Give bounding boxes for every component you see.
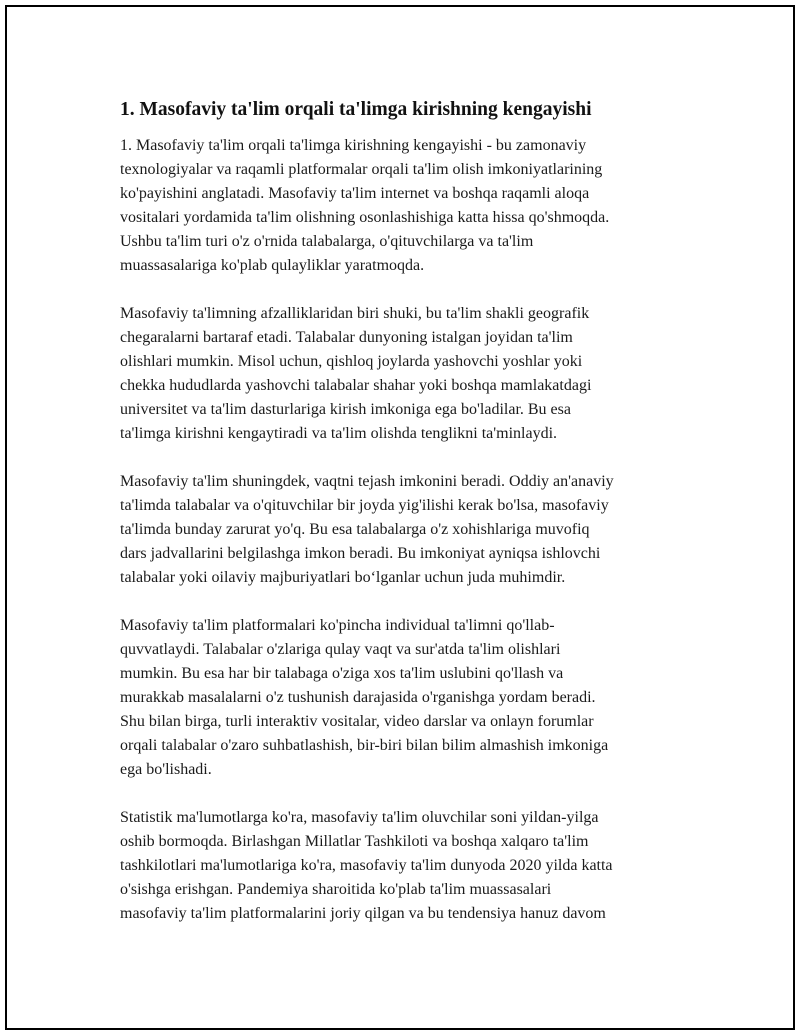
paragraph-5: Statistik ma'lumotlarga ko'ra, masofaviy ta'lim oluvchilar soni yildan-yilga oshib bormoqda. Birlashgan Millatlar Tashkiloti va boshqa xalqaro ta'lim tashkilotlari ma'lumotlariga ko'ra, masofaviy ta'lim dunyoda 2020 yilda katta o'sishga erishgan. Pandemiya sharoitida ko'plab ta'lim muassasalari masofaviy ta'lim platformalarini joriy qilgan va bu tendensiya hanuz davom bbox=[120, 809, 613, 922]
document-title: 1. Masofaviy ta'lim orqali ta'limga kirishning kengayishi bbox=[120, 99, 592, 120]
paragraph-2: Masofaviy ta'limning afzalliklaridan biri shuki, bu ta'lim shakli geografik chegaralarni bartaraf etadi. Talabalar dunyoning istalgan joyidan ta'lim olishlari mumkin. Misol uchun, qishloq joylarda yashovchi yoshlar yoki chekka hududlarda yashovchi talabalar shahar yoki boshqa mamlakatdagi universitet va ta'lim dasturlariga kirish imkoniga ega bo'ladilar. Bu esa ta'limga kirishni kengaytiradi va ta'lim olishda tenglikni ta'minlaydi. bbox=[120, 305, 592, 442]
paragraph-4: Masofaviy ta'lim platformalari ko'pincha individual ta'limni qo'llab- quvvatlaydi. Talabalar o'zlariga qulay vaqt va sur'atda ta'lim olishlari mumkin. Bu esa har bir talabaga o'ziga xos ta'lim uslubini qo'llash va murakkab masalalarni o'z tushunish darajasida o'rganishga yordam beradi. Shu bilan birga, turli interaktiv vositalar, video darslar va onlayn forumlar orqali talabalar o'zaro suhbatlashish, bir-biri bilan bilim almashish imkoniga ega bo'lishadi. bbox=[120, 617, 609, 778]
paragraph-1: 1. Masofaviy ta'lim orqali ta'limga kirishning kengayishi - bu zamonaviy texnologiyalar va raqamli platformalar orqali ta'lim olish imkoniyatlarining ko'payishini anglatadi. Masofaviy ta'lim internet va boshqa raqamli aloqa vositalari yordamida ta'lim olishning osonlashishiga katta hissa qo'shmoqda. Ushbu ta'lim turi o'z o'rnida talabalarga, o'qituvchilarga va ta'lim muassasalariga ko'plab qulayliklar yaratmoqda. bbox=[120, 137, 610, 274]
page-frame bbox=[5, 5, 795, 1030]
paragraph-3: Masofaviy ta'lim shuningdek, vaqtni tejash imkonini beradi. Oddiy an'anaviy ta'limda talabalar va o'qituvchilar bir joyda yig'ilishi kerak bo'lsa, masofaviy ta'limda bunday zarurat yo'q. Bu esa talabalarga o'z xohishlariga muvofiq dars jadvallarini belgilashga imkon beradi. Bu imkoniyat ayniqsa ishlovchi talabalar yoki oilaviy majburiyatlari bo‘lganlar uchun juda muhimdir. bbox=[120, 473, 614, 586]
document-body bbox=[120, 98, 695, 950]
